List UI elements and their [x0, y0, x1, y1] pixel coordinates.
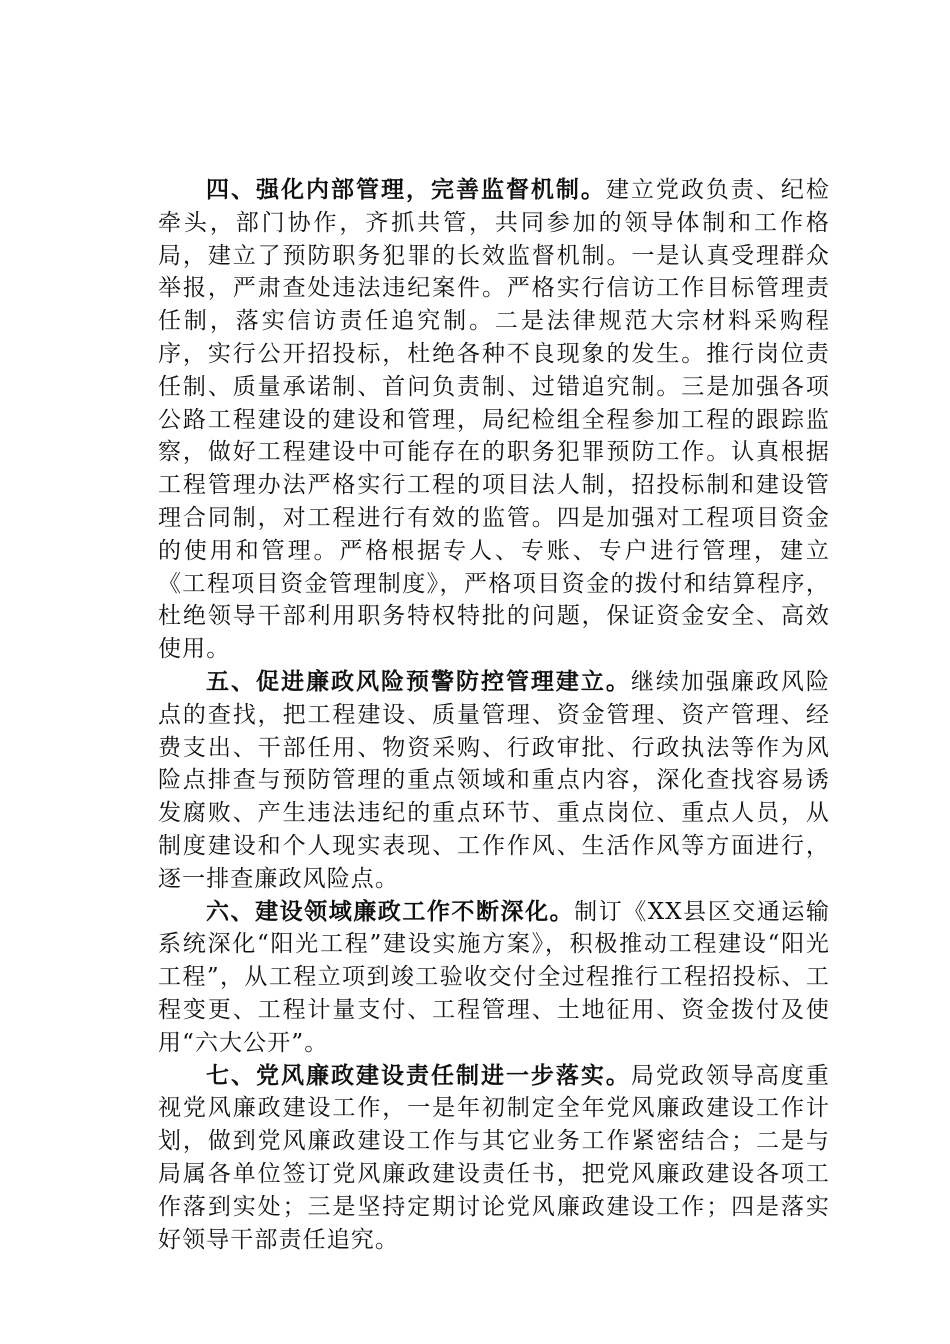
- paragraph-heading: 七、党风廉政建设责任制进一步落实。: [206, 1062, 631, 1089]
- paragraph-heading: 四、强化内部管理，完善监督机制。: [206, 177, 606, 203]
- paragraph-6: [158, 896, 830, 1060]
- paragraph-text: 局党政领导高度重视党风廉政建设工作，一是年初制定全年党风廉政建设工作计划，做到党风廉政建设工作与其它业务工作紧密结合；二是与局属各单位签订党风廉政建设责任书，把党风廉政建设各项工作落到实处；三是坚持定期讨论党风廉政建设工作；四是落实好领导干部责任追究。: [158, 1062, 830, 1253]
- paragraph-text: 建立党政负责、纪检牵头，部门协作，齐抓共管，共同参加的领导体制和工作格局，建立了预防职务犯罪的长效监督机制。一是认真受理群众举报，严肃查处违法违纪案件。严格实行信访工作目标管理责任制，落实信访责任追究制。二是法律规范大宗材料采购程序，实行公开招投标，杜绝各种不良现象的发生。推行岗位责任制、质量承诺制、首问负责制、过错追究制。三是加强各项公路工程建设的建设和管理，局纪检组全程参加工程的跟踪监察，做好工程建设中可能存在的职务犯罪预防工作。认真根据工程管理办法严格实行工程的项目法人制，招投标制和建设管理合同制，对工程进行有效的监管。四是加强对工程项目资金的使用和管理。严格根据专人、专账、专户进行管理，建立《工程项目资金管理制度》，严格项目资金的拨付和结算程序，杜绝领导干部利用职务特权特批的问题，保证资金安全、高效使用。: [158, 177, 830, 663]
- paragraph-4: [158, 174, 830, 666]
- document-body: [158, 174, 830, 1256]
- paragraph-text: 继续加强廉政风险点的查找，把工程建设、质量管理、资金管理、资产管理、经费支出、干部任用、物资采购、行政审批、行政执法等作为风险点排查与预防管理的重点领域和重点内容，深化查找容易诱发腐败、产生违法违纪的重点环节、重点岗位、重点人员，从制度建设和个人现实表现、工作作风、生活作风等方面进行，逐一排查廉政风险点。: [158, 668, 830, 892]
- paragraph-heading: 五、促进廉政风险预警防控管理建立。: [206, 668, 631, 695]
- paragraph-5: [158, 666, 830, 896]
- paragraph-7: [158, 1060, 830, 1257]
- paragraph-text: 制订《XX县区交通运输系统深化“阳光工程”建设实施方案》，积极推动工程建设“阳光工程”，从工程立项到竣工验收交付全过程推行工程招投标、工程变更、工程计量支付、工程管理、土地征用、资金拨付及使用“六大公开”。: [158, 898, 830, 1056]
- paragraph-heading: 六、建设领域廉政工作不断深化。: [206, 898, 575, 925]
